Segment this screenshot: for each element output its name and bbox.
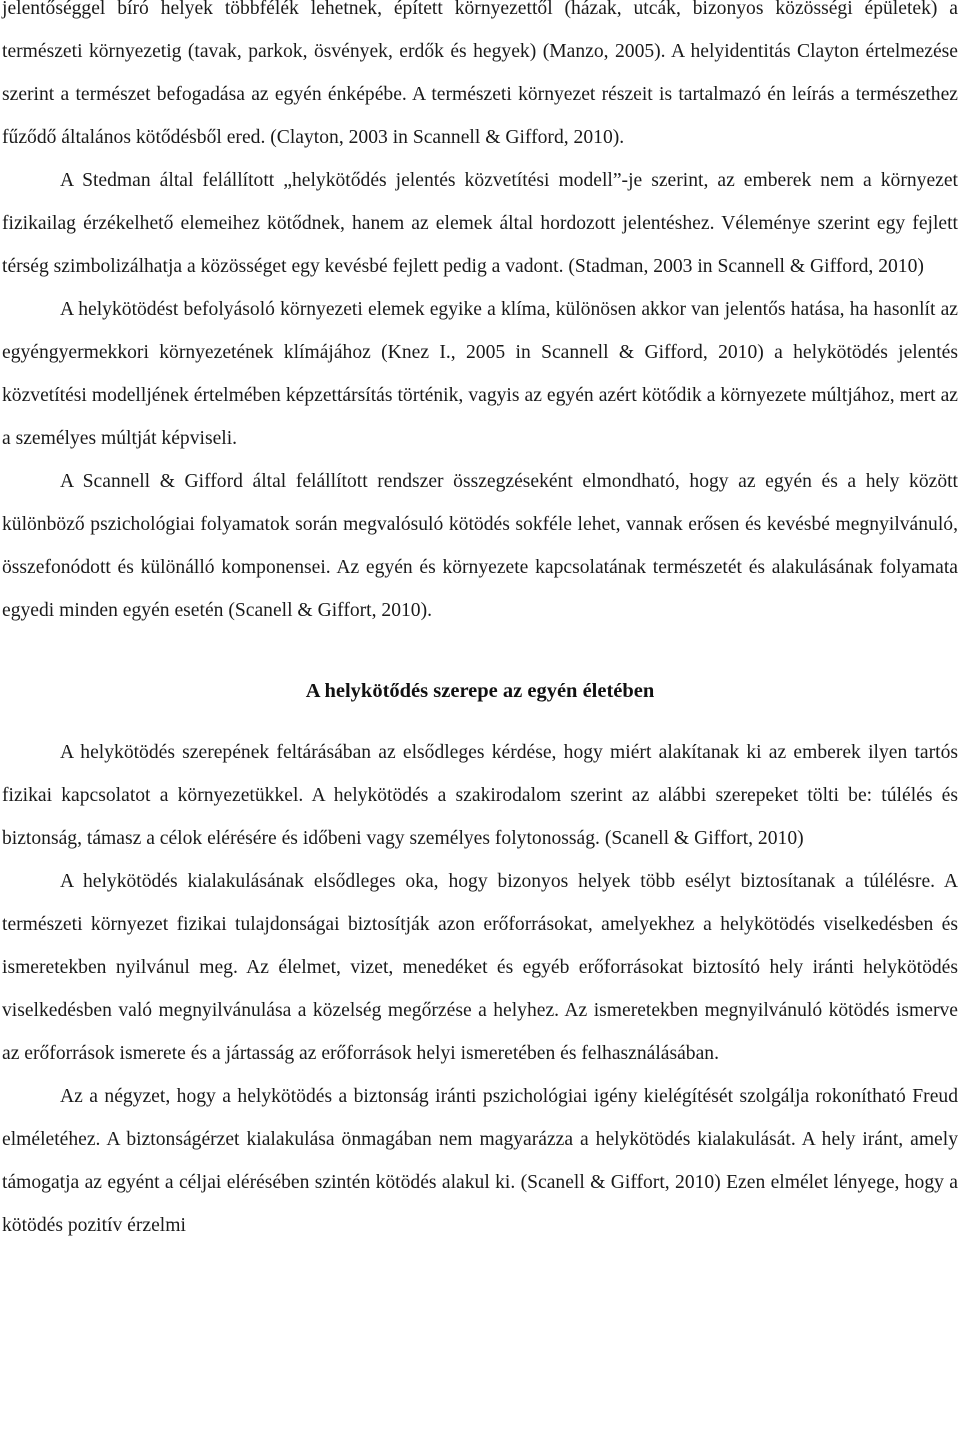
body-paragraph: jelentőséggel bíró helyek többfélék lehetnek, épített környezettől (házak, utcák, bizonyos közösségi épületek) a természeti környezetig (tavak, parkok, ösvények, erdők és hegyek) (Manzo, 2005). A helyidentitás Clayton értelmezése szerint a természet befogadása az egyén énképébe. A természeti környezet részeit is tartalmazó én leírás a természethez fűződő általános kötődésből ered. (Clayton, 2003 in Scannell & Gifford, 2010). <box>2 0 958 148</box>
section-heading: A helykötődés szerepe az egyén életében <box>305 680 655 702</box>
body-paragraph: A Scannell & Gifford által felállított rendszer összegzéseként elmondható, hogy az egyén és a hely között különböző pszichológiai folyamatok során megvalósuló kötödés sokféle lehet, vannak erősen és kevésbé megnyilvánuló, összefonódott és különálló komponensei. Az egyén és környezete kapcsolatának természetét és alakulásának folyamata egyedi minden egyén esetén (Scanell & Giffort, 2010). <box>2 471 958 621</box>
body-paragraph: A helykötödést befolyásoló környezeti elemek egyike a klíma, különösen akkor van jelentős hatása, ha hasonlít az egyéngyermekkori környezetének klímájához (Knez I., 2005 in Scannell & Gifford, 2010) a helykötödés jelentés közvetítési modelljének értelmében képzettársítás történik, vagyis az egyén azért kötődik a környezete múltjához, mert az a személyes múltját képviseli. <box>2 299 958 449</box>
body-paragraph: A helykötödés kialakulásának elsődleges oka, hogy bizonyos helyek több esélyt biztosítanak a túlélésre. A természeti környezet fizikai tulajdonságai biztosítják azon erőforrásokat, amelyekhez a helykötödés viselkedésben és ismeretekben nyilvánul meg. Az élelmet, vizet, menedéket és egyéb erőforrásokat biztosító hely iránti helykötödés viselkedésben való megnyilvánulása a közelség megőrzése a helyhez. Az ismeretekben megnyilvánuló kötödés ismerve az erőforrások ismerete és a jártasság az erőforrások helyi ismeretében és felhasználásában. <box>2 871 958 1064</box>
body-paragraph: A helykötödés szerepének feltárásában az elsődleges kérdése, hogy miért alakítanak ki az emberek ilyen tartós fizikai kapcsolatot a környezetükkel. A helykötödés a szakirodalom szerint az alábbi szerepeket tölti be: túlélés és biztonság, támasz a célok elérésére és időbeni vagy személyes folytonosság. (Scanell & Giffort, 2010) <box>2 742 958 849</box>
body-paragraph: A Stedman által felállított „helykötődés jelentés közvetítési modell”-je szerint, az emberek nem a környezet fizikailag érzékelhető elemeihez kötődnek, hanem az elemek által hordozott jelentéshez. Véleménye szerint egy fejlett térség szimbolizálhatja a közösséget egy kevésbé fejlett pedig a vadont. (Stadman, 2003 in Scannell & Gifford, 2010) <box>2 170 958 277</box>
body-paragraph: Az a négyzet, hogy a helykötödés a biztonság iránti pszichológiai igény kielégítését szolgálja rokonítható Freud elméletéhez. A biztonságérzet kialakulása önmagában nem magyarázza a helykötödés kialakulását. A hely iránt, amely támogatja az egyént a céljai elérésében szintén kötödés alakul ki. (Scanell & Giffort, 2010) Ezen elmélet lényege, hogy a kötödés pozitív érzelmi <box>2 1086 958 1236</box>
